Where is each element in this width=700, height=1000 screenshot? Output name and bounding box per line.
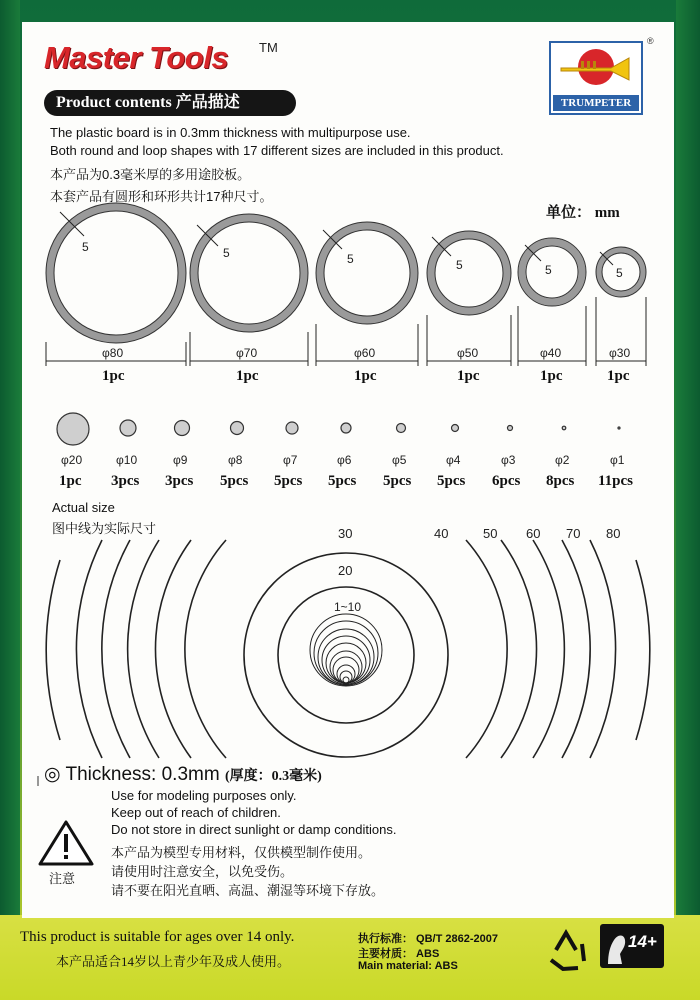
warning-en-1: Use for modeling purposes only. [111,788,297,803]
arc-label-20: 20 [338,563,353,578]
age-notice-cn: 本产品适合14岁以上青少年及成人使用。 [56,954,291,969]
thickness-title [44,763,322,786]
ring-30-count: 1pc [607,368,630,384]
ring-40-label: φ40 [540,346,562,360]
description-en-2: Both round and loop shapes with 17 different sizes are included in this product. [50,143,504,158]
disc-10-label: φ10 [116,453,138,467]
arc-label-60: 60 [526,526,541,541]
ring-40-width: 5 [545,263,552,277]
disc-2-count: 8pcs [546,473,575,489]
caution-icon [40,822,92,864]
disc-20-label: φ20 [61,453,83,467]
description-cn-2: 本套产品有圆形和环形共计17种尺寸。 [50,189,273,204]
description-en-1: The plastic board is in 0.3mm thickness with multipurpose use. [50,125,411,140]
disc-5-count: 5pcs [383,473,412,489]
caution-label: 注意 [49,871,76,886]
arc-label-50: 50 [483,526,498,541]
trademark-mark: TM [259,40,278,55]
disc-20 [57,413,89,445]
warning-en-3: Do not store in direct sunlight or damp conditions. [111,822,397,837]
ring-30-label: φ30 [609,346,631,360]
head-silhouette-icon [604,926,628,966]
disc-7-label: φ7 [283,453,298,467]
unit-label: 单位： mm [546,205,620,221]
ring-70-label: φ70 [236,346,258,360]
disc-4-label: φ4 [446,453,461,467]
ring-60-width: 5 [347,252,354,266]
disc-7-count: 5pcs [274,473,303,489]
warning-cn-3: 请不要在阳光直晒、高温、潮湿等环境下存放。 [111,883,385,898]
disc-8-count: 5pcs [220,473,249,489]
warning-en-2: Keep out of reach of children. [111,805,281,820]
arc-label-30: 30 [338,526,353,541]
disc-6-count: 5pcs [328,473,357,489]
disc-4-count: 5pcs [437,473,466,489]
disc-3-label: φ3 [501,453,516,467]
disc-3-count: 6pcs [492,473,521,489]
ring-70-width: 5 [223,246,230,260]
disc-9-label: φ9 [173,453,188,467]
ring-60 [320,226,414,320]
disc-8-label: φ8 [228,453,243,467]
disc-1-label: φ1 [610,453,625,467]
recycle-icon [551,933,584,969]
registered-mark: ® [647,36,654,46]
arc-label-70: 70 [566,526,581,541]
disc-10-count: 3pcs [111,473,140,489]
trumpeter-label: TRUMPETER [553,95,639,111]
ring-70 [194,218,304,328]
ring-50-count: 1pc [457,368,480,384]
actual-size-cn: 图中线为实际尺寸 [52,521,157,536]
material-en: Main material: ABS [358,960,458,972]
thickness-cn: (厚度：0.3毫米) [224,769,322,784]
product-contents-banner: Product contents 产品描述 [44,90,296,116]
ring-80 [50,207,182,339]
disc-6-label: φ6 [337,453,352,467]
ring-50-width: 5 [456,258,463,272]
ring-80-count: 1pc [102,368,125,384]
ring-70-count: 1pc [236,368,259,384]
disc-2-label: φ2 [555,453,570,467]
ring-80-label: φ80 [102,346,124,360]
disc-5-label: φ5 [392,453,407,467]
description-cn-1: 本产品为0.3毫米厚的多用途胶板。 [50,167,251,182]
age-14-badge [600,924,664,968]
age-notice-en: This product is suitable for ages over 14 only. [20,929,295,945]
disc-20-count: 1pc [59,473,82,489]
warning-cn-2: 请使用时注意安全，以免受伤。 [111,864,294,879]
arc-label-1-10: 1~10 [334,600,362,614]
ring-40-count: 1pc [540,368,563,384]
disc-1-count: 11pcs [598,473,634,489]
standard-label: 执行标准： QB/T 2862-2007 [358,933,498,945]
ring-30-width: 5 [616,266,623,280]
arc-label-40: 40 [434,526,449,541]
master-tools-logo: Master Tools [44,40,229,75]
arc-label-80: 80 [606,526,621,541]
material-cn: 主要材质： ABS [358,948,440,960]
ring-50 [431,235,507,311]
ring-60-count: 1pc [354,368,377,384]
age-badge-label: 14+ [628,932,657,951]
warning-cn-1: 本产品为模型专用材料，仅供模型制作使用。 [111,845,372,860]
thickness-label: ◎ Thickness: 0.3mm [44,764,220,785]
ring-60-label: φ60 [354,346,376,360]
disc-9-count: 3pcs [165,473,194,489]
ring-50-label: φ50 [457,346,479,360]
actual-size-en: Actual size [52,500,115,515]
ring-80-width: 5 [82,240,89,254]
